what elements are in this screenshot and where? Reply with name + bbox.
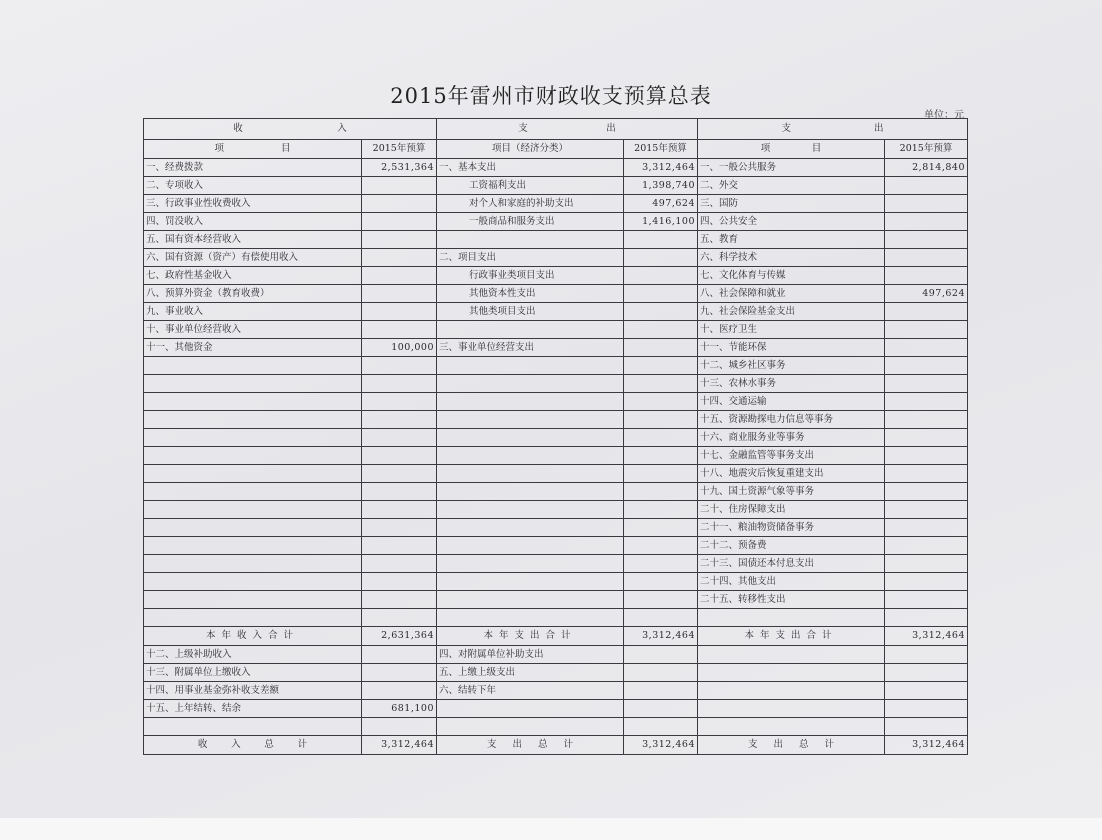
income-item-cell: 七、政府性基金收入 [144,267,362,285]
functional-item-cell: 十四、交通运输 [698,393,885,411]
economic-budget-cell [624,682,698,700]
functional-subtotal-label: 本年支出合计 [698,627,885,646]
table-row [144,231,968,249]
income-budget-cell [362,321,437,339]
functional-item-cell [698,682,885,700]
economic-item-cell: 一般商品和服务支出 [437,213,624,231]
table-top-header [144,119,968,140]
economic-budget-cell [624,465,698,483]
functional-budget-cell [885,555,968,573]
income-item-cell: 十一、其他资金 [144,339,362,357]
functional-budget-cell [885,195,968,213]
table-row [144,357,968,375]
economic-item-cell [437,718,624,736]
table-row [144,177,968,195]
income-budget-cell [362,267,437,285]
economic-item-cell [437,393,624,411]
functional-item-cell: 一、一般公共服务 [698,159,885,177]
functional-budget-cell [885,267,968,285]
table-row [144,465,968,483]
income-item-cell: 一、经费拨款 [144,159,362,177]
economic-budget-cell [624,700,698,718]
functional-budget-cell [885,429,968,447]
economic-budget-cell: 3,312,464 [624,159,698,177]
income-budget-cell [362,195,437,213]
income-budget-cell [362,646,437,664]
income-item-cell [144,555,362,573]
functional-item-cell [698,609,885,627]
income-budget-cell [362,447,437,465]
functional-total-value: 3,312,464 [885,736,968,755]
unit-label: 单位：元 [924,110,964,121]
economic-item-cell [437,519,624,537]
income-item-cell: 二、专项收入 [144,177,362,195]
functional-item-cell [698,646,885,664]
table-row [144,411,968,429]
functional-item-cell: 三、国防 [698,195,885,213]
economic-total-label: 支 出 总 计 [437,736,624,755]
economic-item-cell: 工资福利支出 [437,177,624,195]
economic-item-cell: 二、项目支出 [437,249,624,267]
economic-item-cell: 一、基本支出 [437,159,624,177]
economic-item-cell [437,537,624,555]
functional-budget-cell [885,375,968,393]
income-budget-cell [362,177,437,195]
functional-item-cell [698,664,885,682]
income-budget-cell [362,573,437,591]
functional-item-cell: 五、教育 [698,231,885,249]
functional-budget-cell [885,465,968,483]
income-item-cell: 九、事业收入 [144,303,362,321]
economic-budget-cell [624,249,698,267]
functional-item-cell: 十七、金融监管等事务支出 [698,447,885,465]
functional-budget-cell [885,177,968,195]
income-item-cell [144,429,362,447]
income-item-cell [144,465,362,483]
economic-item-cell: 三、事业单位经营支出 [437,339,624,357]
functional-budget-cell: 2,814,840 [885,159,968,177]
expenditure-header-economic: 支 出 [437,119,698,140]
functional-budget-cell [885,682,968,700]
economic-budget-cell [624,285,698,303]
functional-budget-cell [885,303,968,321]
grand-total-row [144,736,968,755]
table-row [144,591,968,609]
income-item-cell [144,501,362,519]
economic-budget-cell [624,718,698,736]
functional-budget-cell [885,573,968,591]
functional-item-cell: 十五、资源勘探电力信息等事务 [698,411,885,429]
functional-budget-cell [885,591,968,609]
income-item-cell [144,591,362,609]
functional-budget-cell [885,537,968,555]
functional-item-cell: 十二、城乡社区事务 [698,357,885,375]
table-row [144,195,968,213]
functional-item-cell: 四、公共安全 [698,213,885,231]
table-row [144,321,968,339]
col-header-economic-item: 项目（经济分类） [437,140,624,159]
income-budget-cell [362,555,437,573]
economic-budget-cell [624,664,698,682]
income-item-cell [144,447,362,465]
economic-item-cell [437,573,624,591]
functional-item-cell: 十一、节能环保 [698,339,885,357]
functional-item-cell: 十八、地震灾后恢复重建支出 [698,465,885,483]
functional-item-cell: 六、科学技术 [698,249,885,267]
income-budget-cell: 681,100 [362,700,437,718]
table-row [144,213,968,231]
functional-budget-cell [885,213,968,231]
functional-item-cell: 十九、国土资源气象等事务 [698,483,885,501]
income-budget-cell [362,682,437,700]
table-row [144,609,968,627]
income-item-cell [144,375,362,393]
economic-budget-cell [624,429,698,447]
functional-item-cell: 八、社会保障和就业 [698,285,885,303]
economic-item-cell [437,465,624,483]
income-budget-cell [362,501,437,519]
table-row [144,501,968,519]
functional-item-cell: 十六、商业服务业等事务 [698,429,885,447]
table-row [144,447,968,465]
functional-budget-cell [885,700,968,718]
economic-item-cell: 其他资本性支出 [437,285,624,303]
income-subtotal-value: 2,631,364 [362,627,437,646]
income-item-cell [144,573,362,591]
functional-budget-cell [885,321,968,339]
functional-item-cell: 二十、住房保障支出 [698,501,885,519]
economic-budget-cell [624,573,698,591]
income-item-cell [144,411,362,429]
functional-budget-cell [885,339,968,357]
economic-item-cell [437,321,624,339]
economic-budget-cell [624,231,698,249]
scanner-margin [0,818,1102,840]
table-row [144,718,968,736]
economic-item-cell [437,609,624,627]
income-budget-cell [362,519,437,537]
economic-item-cell [437,501,624,519]
economic-budget-cell [624,411,698,429]
economic-budget-cell [624,339,698,357]
economic-item-cell [437,447,624,465]
subtotal-row [144,627,968,646]
col-header-functional-budget: 2015年预算 [885,140,968,159]
col-header-income-item: 项 目 [144,140,362,159]
economic-budget-cell [624,267,698,285]
income-budget-cell [362,393,437,411]
table-row [144,700,968,718]
table-row [144,646,968,664]
economic-budget-cell [624,519,698,537]
functional-item-cell [698,700,885,718]
functional-item-cell: 二十五、转移性支出 [698,591,885,609]
economic-budget-cell [624,501,698,519]
income-header: 收 入 [144,119,437,140]
economic-budget-cell [624,537,698,555]
income-budget-cell [362,249,437,267]
table-row [144,555,968,573]
income-item-cell [144,393,362,411]
col-header-income-budget: 2015年预算 [362,140,437,159]
functional-budget-cell [885,609,968,627]
income-budget-cell [362,303,437,321]
economic-item-cell: 行政事业类项目支出 [437,267,624,285]
economic-budget-cell: 1,416,100 [624,213,698,231]
income-item-cell: 十二、上级补助收入 [144,646,362,664]
income-budget-cell [362,285,437,303]
economic-budget-cell [624,321,698,339]
table-row [144,339,968,357]
functional-item-cell: 九、社会保险基金支出 [698,303,885,321]
table-row [144,303,968,321]
functional-item-cell: 十、医疗卫生 [698,321,885,339]
economic-item-cell [437,375,624,393]
table-row [144,664,968,682]
functional-budget-cell [885,519,968,537]
income-item-cell [144,483,362,501]
income-item-cell: 八、预算外资金（教育收费） [144,285,362,303]
income-total-label: 收 入 总 计 [144,736,362,755]
functional-item-cell: 二十二、预备费 [698,537,885,555]
expenditure-header-functional: 支 出 [698,119,968,140]
income-item-cell: 五、国有资本经营收入 [144,231,362,249]
table-row [144,159,968,177]
economic-budget-cell [624,303,698,321]
functional-item-cell: 七、文化体育与传媒 [698,267,885,285]
income-item-cell [144,609,362,627]
economic-budget-cell [624,646,698,664]
table-sub-header [144,140,968,159]
economic-item-cell [437,429,624,447]
economic-item-cell: 其他类项目支出 [437,303,624,321]
economic-item-cell [437,591,624,609]
economic-item-cell [437,555,624,573]
economic-budget-cell: 497,624 [624,195,698,213]
functional-budget-cell [885,231,968,249]
functional-budget-cell [885,357,968,375]
income-budget-cell [362,609,437,627]
economic-budget-cell [624,591,698,609]
functional-budget-cell [885,393,968,411]
functional-budget-cell [885,447,968,465]
economic-budget-cell [624,447,698,465]
functional-item-cell: 二十四、其他支出 [698,573,885,591]
income-budget-cell [362,429,437,447]
income-budget-cell [362,591,437,609]
income-item-cell [144,718,362,736]
functional-item-cell [698,718,885,736]
income-budget-cell [362,213,437,231]
functional-item-cell: 二十三、国债还本付息支出 [698,555,885,573]
col-header-economic-budget: 2015年预算 [624,140,698,159]
functional-budget-cell [885,646,968,664]
table-row [144,537,968,555]
functional-item-cell: 十三、农林水事务 [698,375,885,393]
economic-budget-cell [624,357,698,375]
income-item-cell [144,519,362,537]
table-row [144,285,968,303]
income-item-cell: 四、罚没收入 [144,213,362,231]
col-header-functional-item: 项 目 [698,140,885,159]
economic-item-cell: 五、上缴上级支出 [437,664,624,682]
economic-item-cell [437,700,624,718]
economic-subtotal-label: 本年支出合计 [437,627,624,646]
income-item-cell: 十、事业单位经营收入 [144,321,362,339]
income-budget-cell [362,375,437,393]
income-item-cell: 三、行政事业性收费收入 [144,195,362,213]
income-budget-cell [362,411,437,429]
economic-total-value: 3,312,464 [624,736,698,755]
economic-budget-cell [624,609,698,627]
functional-budget-cell: 497,624 [885,285,968,303]
table-row [144,393,968,411]
table-row [144,682,968,700]
economic-item-cell [437,231,624,249]
functional-budget-cell [885,501,968,519]
table-row [144,519,968,537]
economic-budget-cell [624,555,698,573]
table-row [144,573,968,591]
income-item-cell: 十五、上年结转、结余 [144,700,362,718]
economic-item-cell [437,483,624,501]
table-row [144,429,968,447]
table-row [144,267,968,285]
income-budget-cell [362,357,437,375]
income-budget-cell: 100,000 [362,339,437,357]
table-row [144,249,968,267]
economic-item-cell [437,411,624,429]
income-budget-cell [362,465,437,483]
economic-budget-cell: 1,398,740 [624,177,698,195]
economic-budget-cell [624,483,698,501]
economic-subtotal-value: 3,312,464 [624,627,698,646]
functional-item-cell: 二十一、粮油物资储备事务 [698,519,885,537]
page-title: 2015年雷州市财政收支预算总表 [390,84,712,108]
income-total-value: 3,312,464 [362,736,437,755]
income-budget-cell [362,537,437,555]
income-budget-cell [362,664,437,682]
economic-budget-cell [624,393,698,411]
income-budget-cell: 2,531,364 [362,159,437,177]
economic-item-cell: 四、对附属单位补助支出 [437,646,624,664]
income-budget-cell [362,231,437,249]
functional-item-cell: 二、外交 [698,177,885,195]
table-row [144,375,968,393]
economic-budget-cell [624,375,698,393]
functional-budget-cell [885,249,968,267]
functional-total-label: 支 出 总 计 [698,736,885,755]
economic-item-cell [437,357,624,375]
income-budget-cell [362,718,437,736]
economic-item-cell: 六、结转下年 [437,682,624,700]
income-subtotal-label: 本年收入合计 [144,627,362,646]
functional-budget-cell [885,664,968,682]
functional-budget-cell [885,483,968,501]
functional-budget-cell [885,411,968,429]
budget-table [143,118,968,755]
income-item-cell: 十三、附属单位上缴收入 [144,664,362,682]
income-item-cell [144,537,362,555]
functional-budget-cell [885,718,968,736]
functional-subtotal-value: 3,312,464 [885,627,968,646]
income-item-cell: 六、国有资源（资产）有偿使用收入 [144,249,362,267]
income-item-cell: 十四、用事业基金弥补收支差额 [144,682,362,700]
income-budget-cell [362,483,437,501]
economic-item-cell: 对个人和家庭的补助支出 [437,195,624,213]
table-row [144,483,968,501]
income-item-cell [144,357,362,375]
